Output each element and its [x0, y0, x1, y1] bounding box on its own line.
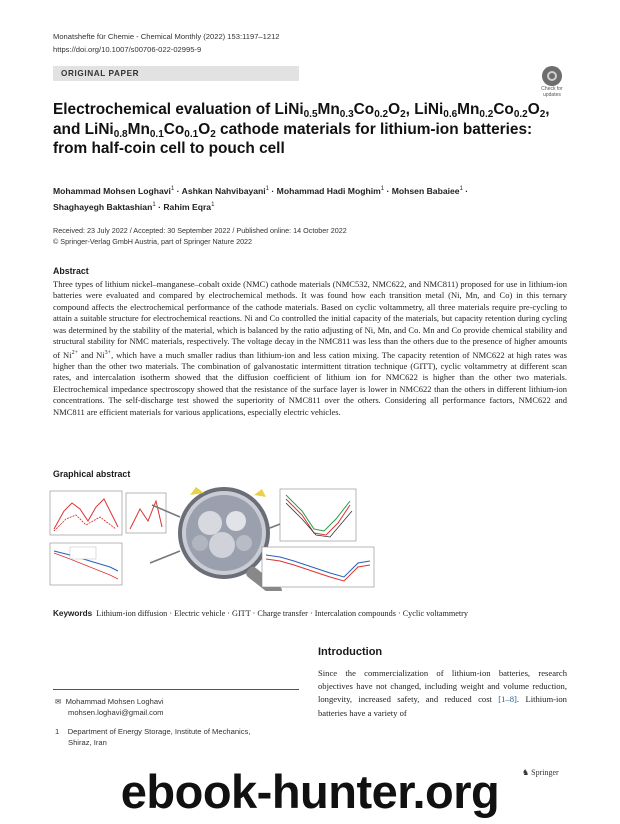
abstract-heading: Abstract	[53, 266, 89, 276]
graphical-abstract-heading: Graphical abstract	[53, 469, 131, 479]
author[interactable]: Rahim Eqra	[163, 201, 212, 212]
keywords-list: Lithium-ion diffusion · Electric vehicle · GITT · Charge transfer · Intercalation compounds · Cyclic voltammetry	[96, 609, 468, 618]
introduction-text: Since the commercialization of lithium-ion batteries, research objectives have not changed, including weight and volume reduction, longevity, increased safety, and reduced cost [1–8]. Lithium-ion batteries have a variety of	[318, 668, 567, 718]
check-for-updates-button[interactable]	[537, 66, 567, 100]
publication-dates: Received: 23 July 2022 / Accepted: 30 September 2022 / Published online: 14 October 2022 © Springer-Verlag GmbH Austria, part of Springer Nature 2022	[53, 226, 347, 246]
doi-link[interactable]: https://doi.org/10.1007/s00706-022-02995-9	[53, 45, 202, 54]
author[interactable]: Mohammad Hadi Moghim	[276, 185, 381, 196]
keywords-label: Keywords	[53, 609, 93, 618]
check-updates-line1: Check for	[541, 86, 563, 92]
graphical-abstract-figure	[40, 481, 520, 591]
citation-link[interactable]: [1–8]	[498, 694, 517, 705]
check-updates-icon	[542, 66, 562, 86]
introduction-heading: Introduction	[318, 646, 383, 658]
keywords	[53, 609, 468, 618]
envelope-icon: ✉	[55, 697, 66, 706]
voltage-plot-thumbnail	[280, 489, 356, 541]
article-type-badge: ORIGINAL PAPER	[53, 66, 299, 81]
author[interactable]: Ashkan Nahvibayani	[181, 185, 266, 196]
publisher-logo: ♞ Springer	[522, 768, 559, 777]
springer-horse-icon: ♞	[522, 768, 532, 777]
article-title: Electrochemical evaluation of $LiNi_{0.5}Mn_{0.3}Co_{0.2}O_2$, $LiNi_{0.6}Mn_{0.2}Co_{0.2}O_2$, and $LiNi_{0.8}Mn_{0.1}Co_{0.1}O_2$ cathode materials for lithium‑ion batteries: from half‑coin cell to pouch cell	[53, 101, 550, 157]
author[interactable]: Shaghayegh Baktashian	[53, 201, 153, 212]
email-link[interactable]: mohsen.loghavi@gmail.com	[68, 707, 164, 717]
cv-plot-thumbnail	[50, 491, 166, 535]
affiliation-footnote: 1 Department of Energy Storage, Institute of Mechanics, Shiraz, Iran	[55, 727, 251, 747]
capacity-plot-thumbnail	[50, 543, 122, 585]
footnote-divider	[53, 689, 299, 690]
rate-capability-plot-thumbnail	[262, 547, 374, 587]
author-list: Mohammad Mohsen Loghavi$^1$ · Ashkan Nahvibayani$^1$ · Mohammad Hadi Moghim$^1$ · Mohsen Babaiee$^1$ · Shaghayegh Baktashian$^1$ · Rahim Eqra$^1$	[53, 185, 469, 212]
check-updates-line2: updates	[543, 92, 561, 98]
author[interactable]: Mohsen Babaiee	[391, 185, 460, 196]
journal-header: Monatshefte für Chemie - Chemical Monthly (2022) 153:1197–1212	[53, 32, 280, 41]
author[interactable]: Mohammad Mohsen Loghavi	[53, 185, 171, 196]
watermark: ebook-hunter.org	[120, 765, 500, 818]
abstract-text: Three types of lithium nickel–manganese–cobalt oxide (NMC) cathode materials (NMC532, NMC622, and NMC811) proposed for use in lithium-ion batteries were evaluated and compared by electrochemical methods. It was found how each transition metal (Ni, Mn, and Co) in this ternary compound affects the electrochemical performance of the cathode materials. Based on cyclic voltammetry, all three materials require pre-cycling to attain a suitable structure for electrochemical reactions. Ni and Co controlled the initial capacity of the materials, but capacity retention during cycling was determined by the stability of the material, which is balanced by the ratio adjusting of Ni, Mn, and Co. Mn and Co provide chemical stability and structural stability for NMC materials, respectively. The voltage decay in the NMC811 was less than the others due to the presence of higher amounts of $Ni^{2+}$ and $Ni^{3+}$, which have a much smaller radius than lithium-ion and less cation mixing. The capacity retention of NMC622 at high rates was higher than the other two materials. The combination of galvanostatic intermittent titration technique (GITT), cyclic voltammetry at different scan rates, and intercalation isotherm showed that the diffusion coefficient of lithium ion for NMC622 is higher than the other two materials. Electrochemical impedance spectroscopy showed that the resistance of the surface layer is lower in NMC622 than the others in different lithium-ion concentrations. The self-discharge test showed the superiority of NMC811 over the others. Considering all performance factors, NMC622 and NMC811 are efficient materials for various applications, especially electric vehicles.	[53, 279, 567, 417]
corresponding-author-footnote: ✉ Mohammad Mohsen Loghavi mohsen.loghavi@gmail.com	[55, 697, 164, 717]
